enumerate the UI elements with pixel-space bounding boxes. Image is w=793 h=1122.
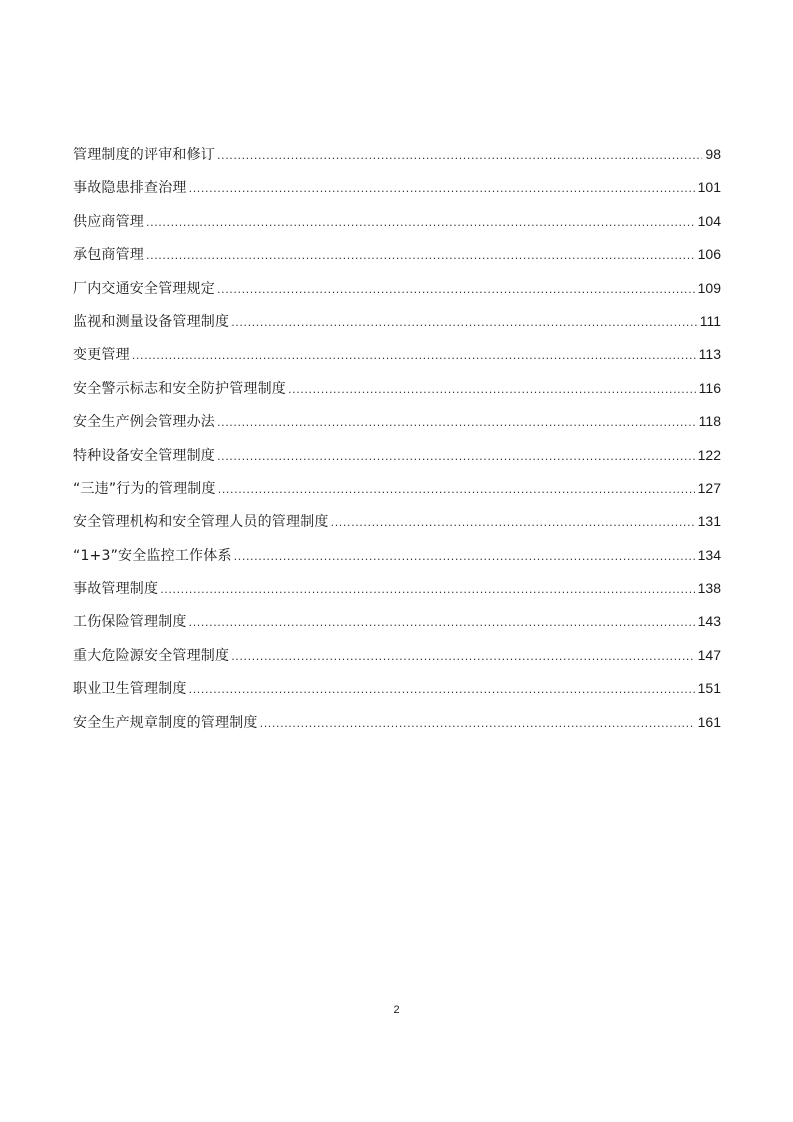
toc-entry[interactable] [73, 308, 721, 341]
toc-entry[interactable] [73, 275, 721, 308]
toc-entry-page: 122 [697, 446, 721, 463]
toc-entry[interactable] [73, 174, 721, 207]
toc-entry-title: 工伤保险管理制度 [73, 614, 187, 631]
toc-entry-title: 重大危险源安全管理制度 [73, 647, 230, 664]
toc-dot-leader [231, 310, 697, 336]
toc-entry-page: 138 [697, 580, 721, 597]
toc-entry-title: 特种设备安全管理制度 [73, 447, 215, 464]
toc-dot-leader [231, 644, 694, 670]
toc-entry-title: 承包商管理 [73, 247, 144, 264]
toc-entry[interactable] [73, 475, 721, 508]
toc-entry-page: 118 [698, 413, 721, 430]
toc-entry-page: 106 [697, 246, 721, 263]
toc-entry-page: 127 [697, 479, 721, 496]
toc-dot-leader [234, 544, 695, 570]
toc-entry-page: 143 [697, 613, 721, 630]
toc-dot-leader [260, 711, 695, 737]
toc-entry[interactable] [73, 375, 721, 408]
toc-entry[interactable] [73, 508, 721, 541]
toc-entry-page: 161 [697, 713, 721, 730]
toc-entry[interactable] [73, 575, 721, 608]
toc-entry-title: 事故隐患排查治理 [73, 180, 187, 197]
toc-entry-page: 104 [697, 212, 721, 229]
toc-dot-leader [132, 343, 696, 369]
toc-entry[interactable] [73, 675, 721, 708]
toc-entry-title: 安全生产规章制度的管理制度 [73, 714, 258, 731]
toc-entry-title: 变更管理 [73, 347, 130, 364]
toc-entry-title: 厂内交通安全管理规定 [73, 280, 215, 297]
toc-entry[interactable] [73, 442, 721, 475]
toc-dot-leader [217, 277, 695, 303]
toc-entry-title: 安全生产例会管理办法 [73, 414, 215, 431]
table-of-contents [73, 141, 721, 742]
toc-entry-title: 职业卫生管理制度 [73, 681, 187, 698]
toc-dot-leader [189, 176, 695, 202]
toc-entry[interactable] [73, 542, 721, 575]
toc-entry-page: 111 [699, 312, 721, 329]
toc-dot-leader [189, 610, 695, 636]
toc-dot-leader [146, 210, 695, 236]
toc-entry-page: 134 [697, 546, 721, 563]
toc-dot-leader [218, 477, 695, 503]
toc-entry[interactable] [73, 642, 721, 675]
toc-dot-leader [217, 444, 695, 470]
toc-dot-leader [217, 410, 696, 436]
toc-entry[interactable] [73, 709, 721, 742]
toc-entry-page: 151 [697, 680, 721, 697]
toc-entry-title: 供应商管理 [73, 213, 144, 230]
toc-entry-title: 安全警示标志和安全防护管理制度 [73, 380, 286, 397]
toc-entry-page: 147 [697, 646, 721, 663]
toc-entry-title: 管理制度的评审和修订 [73, 147, 215, 163]
toc-entry[interactable] [73, 208, 721, 241]
toc-entry-title: 安全管理机构和安全管理人员的管理制度 [73, 514, 329, 531]
toc-dot-leader [331, 510, 695, 536]
toc-entry[interactable] [73, 241, 721, 274]
toc-dot-leader [146, 243, 695, 269]
toc-entry-title: 监视和测量设备管理制度 [73, 313, 230, 330]
toc-entry-page: 98 [705, 146, 721, 162]
toc-dot-leader [189, 677, 695, 703]
toc-entry-title: “三违”行为的管理制度 [73, 480, 216, 497]
toc-entry[interactable] [73, 408, 721, 441]
toc-entry[interactable] [73, 341, 721, 374]
toc-entry-page: 131 [697, 513, 721, 530]
toc-entry-title: 事故管理制度 [73, 581, 159, 598]
toc-dot-leader [288, 377, 696, 403]
toc-entry[interactable] [73, 141, 721, 174]
toc-dot-leader [217, 143, 702, 169]
toc-entry-page: 116 [698, 379, 721, 396]
toc-dot-leader [160, 577, 694, 603]
page-number: 2 [393, 1004, 400, 1016]
toc-entry[interactable] [73, 608, 721, 641]
toc-entry-title: “1+3”安全监控工作体系 [73, 547, 232, 564]
toc-entry-page: 113 [698, 346, 721, 363]
toc-entry-page: 101 [697, 179, 721, 196]
toc-entry-page: 109 [697, 279, 721, 296]
